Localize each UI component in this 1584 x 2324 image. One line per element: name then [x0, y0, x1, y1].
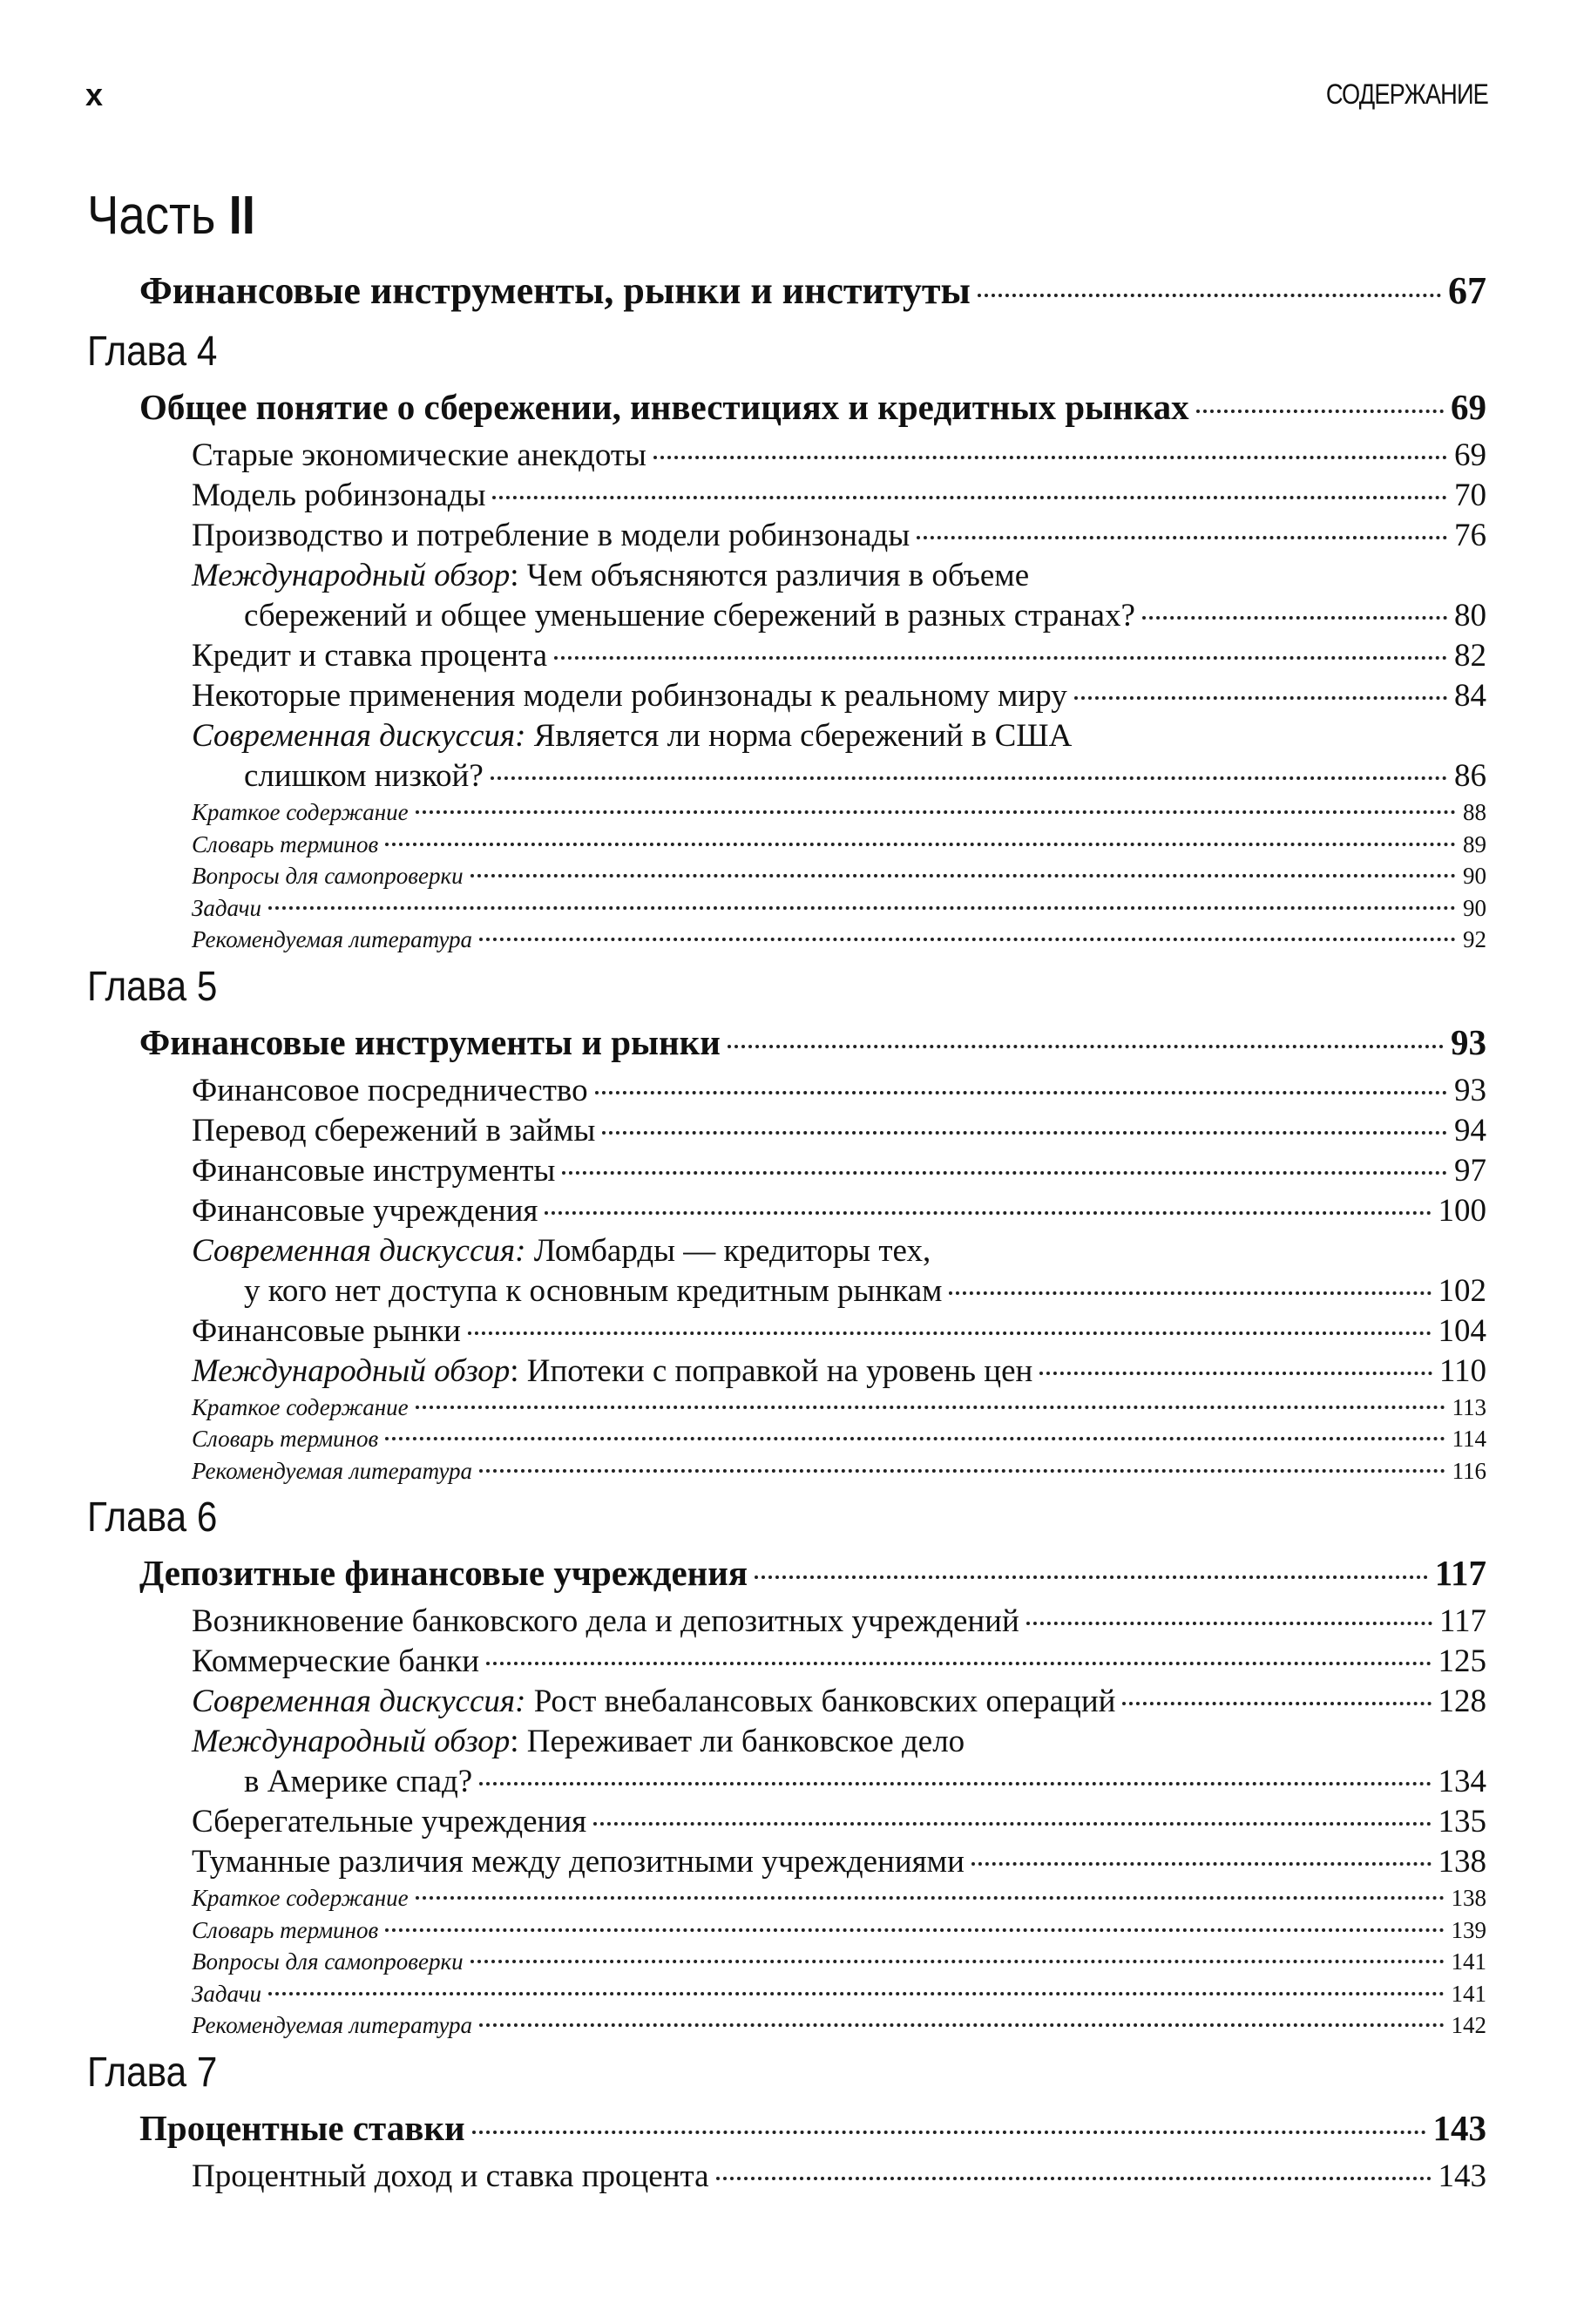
page-ref: 143: [1438, 2158, 1486, 2194]
page-ref: 139: [1451, 1916, 1486, 1943]
page-ref: 70: [1454, 478, 1486, 513]
dot-leader: [1074, 696, 1447, 700]
entry-text: [192, 1946, 464, 1977]
entry-text: [192, 636, 547, 676]
page-ref: 94: [1454, 1112, 1486, 1148]
part-title: Финансовые инструменты, рынки и институты: [139, 269, 971, 312]
page-ref: 104: [1438, 1312, 1486, 1349]
toc-entry[interactable]: [87, 636, 1486, 676]
page-ref: 114: [1452, 1426, 1486, 1452]
toc-entry[interactable]: [87, 2157, 1486, 2197]
toc-entry[interactable]: [87, 1882, 1486, 1914]
toc-entry[interactable]: [87, 1682, 1486, 1722]
page-ref: 67: [1448, 269, 1486, 312]
dot-leader: [716, 2177, 1432, 2180]
entry-text: [192, 2157, 709, 2197]
table-of-contents: [87, 261, 1486, 2197]
page-ref: 69: [1454, 437, 1486, 473]
page-ref: 93: [1451, 1021, 1486, 1062]
chapter-label: Глава 7: [87, 2049, 218, 2096]
entry-title: Является ли норма сбережений в США: [525, 718, 1073, 754]
page-ref: 82: [1454, 638, 1486, 674]
chapter-title-entry[interactable]: [87, 1017, 1486, 1067]
entry-title: Словарь терминов: [192, 1916, 379, 1943]
entry-text: [192, 860, 464, 891]
entry-text: [192, 1111, 595, 1151]
dot-leader: [554, 656, 1447, 660]
toc-entry[interactable]: [87, 1455, 1486, 1487]
entry-title: Рекомендуемая литература: [192, 926, 473, 952]
toc-entry[interactable]: [87, 1722, 1486, 1762]
toc-entry[interactable]: [87, 716, 1486, 756]
page-ref: 97: [1454, 1152, 1486, 1189]
dot-leader: [545, 1211, 1431, 1215]
toc-entry[interactable]: [87, 860, 1486, 892]
dot-leader: [562, 1171, 1447, 1175]
entry-rubric: Современная дискуссия:: [192, 1232, 526, 1269]
entry-text: [192, 2009, 472, 2041]
page-ref: 80: [1454, 598, 1486, 634]
page-ref: 102: [1438, 1272, 1486, 1309]
toc-entry[interactable]: [87, 516, 1486, 556]
toc-entry[interactable]: [87, 829, 1486, 861]
dot-leader: [728, 1045, 1444, 1048]
page-ref: 138: [1451, 1885, 1486, 1911]
entry-text: [244, 1762, 472, 1802]
entry-text: [192, 1151, 555, 1191]
entry-title: Краткое содержание: [192, 799, 409, 825]
page-number: x: [85, 77, 104, 112]
toc-entry[interactable]: [87, 2009, 1486, 2042]
dot-leader: [593, 1822, 1431, 1826]
dot-leader: [385, 1928, 1444, 1932]
running-header: СОДЕРЖАНИЕ: [1325, 78, 1488, 110]
entry-title: Возникновение банковского дела и депозитных учреждений: [192, 1603, 1019, 1639]
entry-text: [192, 892, 261, 924]
dot-leader: [492, 496, 1447, 499]
toc-entry[interactable]: [87, 1311, 1486, 1352]
toc-entry[interactable]: [87, 1392, 1486, 1424]
dot-leader: [491, 776, 1447, 780]
toc-entry[interactable]: [87, 676, 1486, 716]
dot-leader: [1026, 1622, 1432, 1625]
chapter-title-entry[interactable]: [87, 382, 1486, 432]
page-ref: 110: [1438, 1352, 1486, 1389]
page-ref: 125: [1438, 1643, 1486, 1679]
entry-text: [192, 1722, 965, 1762]
entry-text: [244, 1271, 942, 1311]
chapter-label: Глава 4: [87, 329, 218, 375]
page-ref: 113: [1452, 1393, 1486, 1420]
entry-text: [192, 829, 378, 860]
dot-leader: [479, 2023, 1444, 2027]
entry-title: Кредит и ставка процента: [192, 638, 548, 674]
toc-entry[interactable]: [87, 1802, 1486, 1842]
page-ref: 116: [1452, 1457, 1486, 1484]
page-ref: 90: [1463, 894, 1486, 921]
toc-entry[interactable]: [87, 1642, 1486, 1682]
entry-title: : Переживает ли банковское дело: [510, 1724, 965, 1759]
entry-text: [244, 756, 484, 796]
entry-rubric: Международный обзор: [192, 1352, 511, 1389]
toc-entry[interactable]: [87, 1978, 1486, 2010]
entry-text: [192, 1311, 461, 1352]
page-ref: 141: [1451, 1980, 1486, 2007]
dot-leader: [479, 1782, 1431, 1785]
entry-text: [192, 924, 472, 955]
entry-text: [244, 596, 1135, 636]
toc-entry[interactable]: [87, 436, 1486, 476]
dot-leader: [416, 810, 1456, 814]
dot-leader: [470, 874, 1456, 877]
entry-title: Ломбарды — кредиторы тех,: [525, 1232, 931, 1269]
toc-entry[interactable]: [87, 1111, 1486, 1151]
page-ref: 100: [1438, 1192, 1486, 1229]
entry-title: Краткое содержание: [192, 1885, 409, 1911]
toc-entry[interactable]: [87, 796, 1486, 829]
toc-entry[interactable]: [87, 1071, 1486, 1111]
entry-title: Финансовые учреждения: [192, 1192, 538, 1229]
toc-entry[interactable]: [87, 1946, 1486, 1978]
entry-title: Некоторые применения модели робинзонады к реальному миру: [192, 678, 1067, 714]
entry-text: [192, 1231, 931, 1271]
entry-title: Финансовое посредничество: [192, 1072, 588, 1108]
entry-title: у кого нет доступа к основным кредитным рынкам: [244, 1272, 943, 1309]
toc-entry[interactable]: [87, 892, 1486, 925]
toc-entry-continuation[interactable]: [87, 1271, 1486, 1311]
chapter-title: Общее понятие о сбережении, инвестициях и кредитных рынках: [139, 387, 1189, 427]
page-ref: 117: [1438, 1603, 1486, 1639]
dot-leader: [385, 1437, 1445, 1440]
page-ref: 128: [1438, 1684, 1486, 1719]
page-ref: 135: [1438, 1804, 1486, 1840]
chapter-title-entry[interactable]: [87, 2103, 1486, 2153]
page-ref: 88: [1463, 799, 1486, 825]
entry-title: Процентный доход и ставка процента: [192, 2158, 709, 2194]
dot-leader: [971, 1862, 1432, 1866]
entry-title: Туманные различия между депозитными учреждениями: [192, 1844, 965, 1880]
page-ref: 89: [1463, 830, 1486, 857]
dot-leader: [755, 1575, 1428, 1579]
toc-entry[interactable]: [87, 476, 1486, 516]
page-ref: 143: [1432, 2107, 1486, 2148]
dot-leader: [268, 906, 1456, 910]
entry-text: [192, 1842, 965, 1882]
dot-leader: [479, 938, 1456, 941]
entry-text: [192, 1882, 409, 1914]
entry-text: [192, 1071, 588, 1111]
chapter-title: Депозитные финансовые учреждения: [139, 1553, 748, 1593]
entry-title: сбережений и общее уменьшение сбережений в разных странах?: [244, 598, 1135, 634]
dot-leader: [385, 843, 1456, 846]
toc-entry-continuation[interactable]: [87, 756, 1486, 796]
entry-title: Рекомендуемая литература: [192, 2012, 473, 2038]
entry-title: Коммерческие банки: [192, 1643, 480, 1679]
dot-leader: [486, 1662, 1431, 1665]
entry-title: Задачи: [192, 1980, 262, 2007]
page-ref: 69: [1451, 387, 1486, 427]
page-ref: 141: [1451, 1948, 1486, 1975]
chapter-title: Процентные ставки: [139, 2107, 465, 2148]
dot-leader: [268, 1992, 1444, 1995]
entry-rubric: Современная дискуссия:: [192, 718, 526, 754]
dot-leader: [479, 1469, 1445, 1473]
entry-text: [192, 556, 1029, 596]
toc-entry[interactable]: [87, 1151, 1486, 1191]
page-ref: 90: [1463, 863, 1486, 889]
entry-title: : Чем объясняются различия в объеме: [510, 558, 1030, 593]
page-ref: 76: [1454, 518, 1486, 553]
page-ref: 134: [1438, 1764, 1486, 1799]
dot-leader: [602, 1131, 1447, 1135]
part-heading: [87, 185, 255, 247]
dot-leader: [416, 1896, 1445, 1900]
entry-title: Старые экономические анекдоты: [192, 437, 646, 473]
entry-title: Перевод сбережений в займы: [192, 1112, 596, 1148]
page-ref: 84: [1454, 678, 1486, 714]
page-ref: 138: [1438, 1844, 1486, 1880]
entry-text: [192, 1682, 1115, 1722]
entry-title: Производство и потребление в модели робинзонады: [192, 518, 910, 553]
dot-leader: [468, 1331, 1432, 1335]
dot-leader: [1122, 1702, 1431, 1705]
entry-title: Финансовые рынки: [192, 1312, 461, 1349]
toc-entry-continuation[interactable]: [87, 1762, 1486, 1802]
part-numeral: II: [228, 186, 255, 246]
entry-title: Вопросы для самопроверки: [192, 863, 464, 889]
entry-text: [192, 1455, 472, 1487]
entry-title: : Ипотеки с поправкой на уровень цен: [510, 1352, 1033, 1389]
dot-leader: [1196, 410, 1444, 413]
entry-rubric: Международный обзор: [192, 1724, 511, 1759]
page-ref: 92: [1463, 926, 1486, 952]
entry-text: [192, 716, 1072, 756]
entry-title: Финансовые инструменты: [192, 1152, 556, 1189]
entry-rubric: Международный обзор: [192, 558, 511, 593]
entry-text: [192, 1423, 378, 1454]
entry-text: [192, 1392, 409, 1423]
toc-entry[interactable]: [87, 1231, 1486, 1271]
toc-entry[interactable]: [87, 1914, 1486, 1947]
toc-entry[interactable]: [87, 556, 1486, 596]
entry-text: [192, 1191, 538, 1231]
dot-leader: [978, 294, 1441, 297]
toc-entry[interactable]: [87, 1191, 1486, 1231]
entry-title: слишком низкой?: [244, 758, 484, 794]
dot-leader: [416, 1406, 1445, 1409]
dot-leader: [472, 2131, 1426, 2134]
entry-title: Краткое содержание: [192, 1393, 409, 1420]
entry-text: [192, 516, 910, 556]
dot-leader: [917, 536, 1447, 539]
dot-leader: [949, 1291, 1431, 1295]
part-title-entry[interactable]: [87, 261, 1486, 321]
toc-entry[interactable]: [87, 1602, 1486, 1642]
part-label: Часть: [87, 186, 216, 246]
toc-entry[interactable]: [87, 1352, 1486, 1392]
page-ref: 142: [1451, 2012, 1486, 2038]
entry-text: [192, 436, 646, 476]
toc-entry[interactable]: [87, 1423, 1486, 1455]
entry-title: Словарь терминов: [192, 1426, 379, 1452]
entry-text: [192, 476, 485, 516]
entry-text: [192, 1352, 1032, 1392]
page-ref: 86: [1454, 758, 1486, 794]
dot-leader: [595, 1091, 1447, 1094]
entry-text: [192, 1802, 586, 1842]
dot-leader: [1142, 616, 1447, 620]
dot-leader: [653, 456, 1447, 459]
entry-title: в Америке спад?: [244, 1764, 473, 1799]
chapter-title-entry[interactable]: [87, 1548, 1486, 1598]
entry-title: Вопросы для самопроверки: [192, 1948, 464, 1975]
entry-title: Словарь терминов: [192, 830, 379, 857]
entry-text: [192, 1602, 1019, 1642]
entry-text: [192, 1914, 378, 1946]
entry-title: Рост внебалансовых банковских операций: [525, 1684, 1116, 1719]
toc-entry[interactable]: [87, 924, 1486, 956]
entry-rubric: Современная дискуссия:: [192, 1684, 526, 1719]
entry-text: [192, 796, 409, 828]
dot-leader: [470, 1960, 1445, 1963]
entry-title: Задачи: [192, 894, 262, 921]
page-ref: 93: [1454, 1072, 1486, 1108]
toc-entry-continuation[interactable]: [87, 596, 1486, 636]
chapter-title: Финансовые инструменты и рынки: [139, 1021, 721, 1062]
toc-entry[interactable]: [87, 1842, 1486, 1882]
chapter-label: Глава 5: [87, 963, 218, 1010]
entry-text: [192, 676, 1067, 716]
page-ref: 117: [1434, 1553, 1486, 1593]
entry-title: Сберегательные учреждения: [192, 1804, 587, 1840]
chapter-label: Глава 6: [87, 1494, 218, 1541]
entry-text: [192, 1642, 479, 1682]
entry-title: Рекомендуемая литература: [192, 1457, 473, 1484]
entry-text: [192, 1978, 261, 2009]
dot-leader: [1039, 1372, 1432, 1375]
entry-title: Модель робинзонады: [192, 478, 486, 513]
